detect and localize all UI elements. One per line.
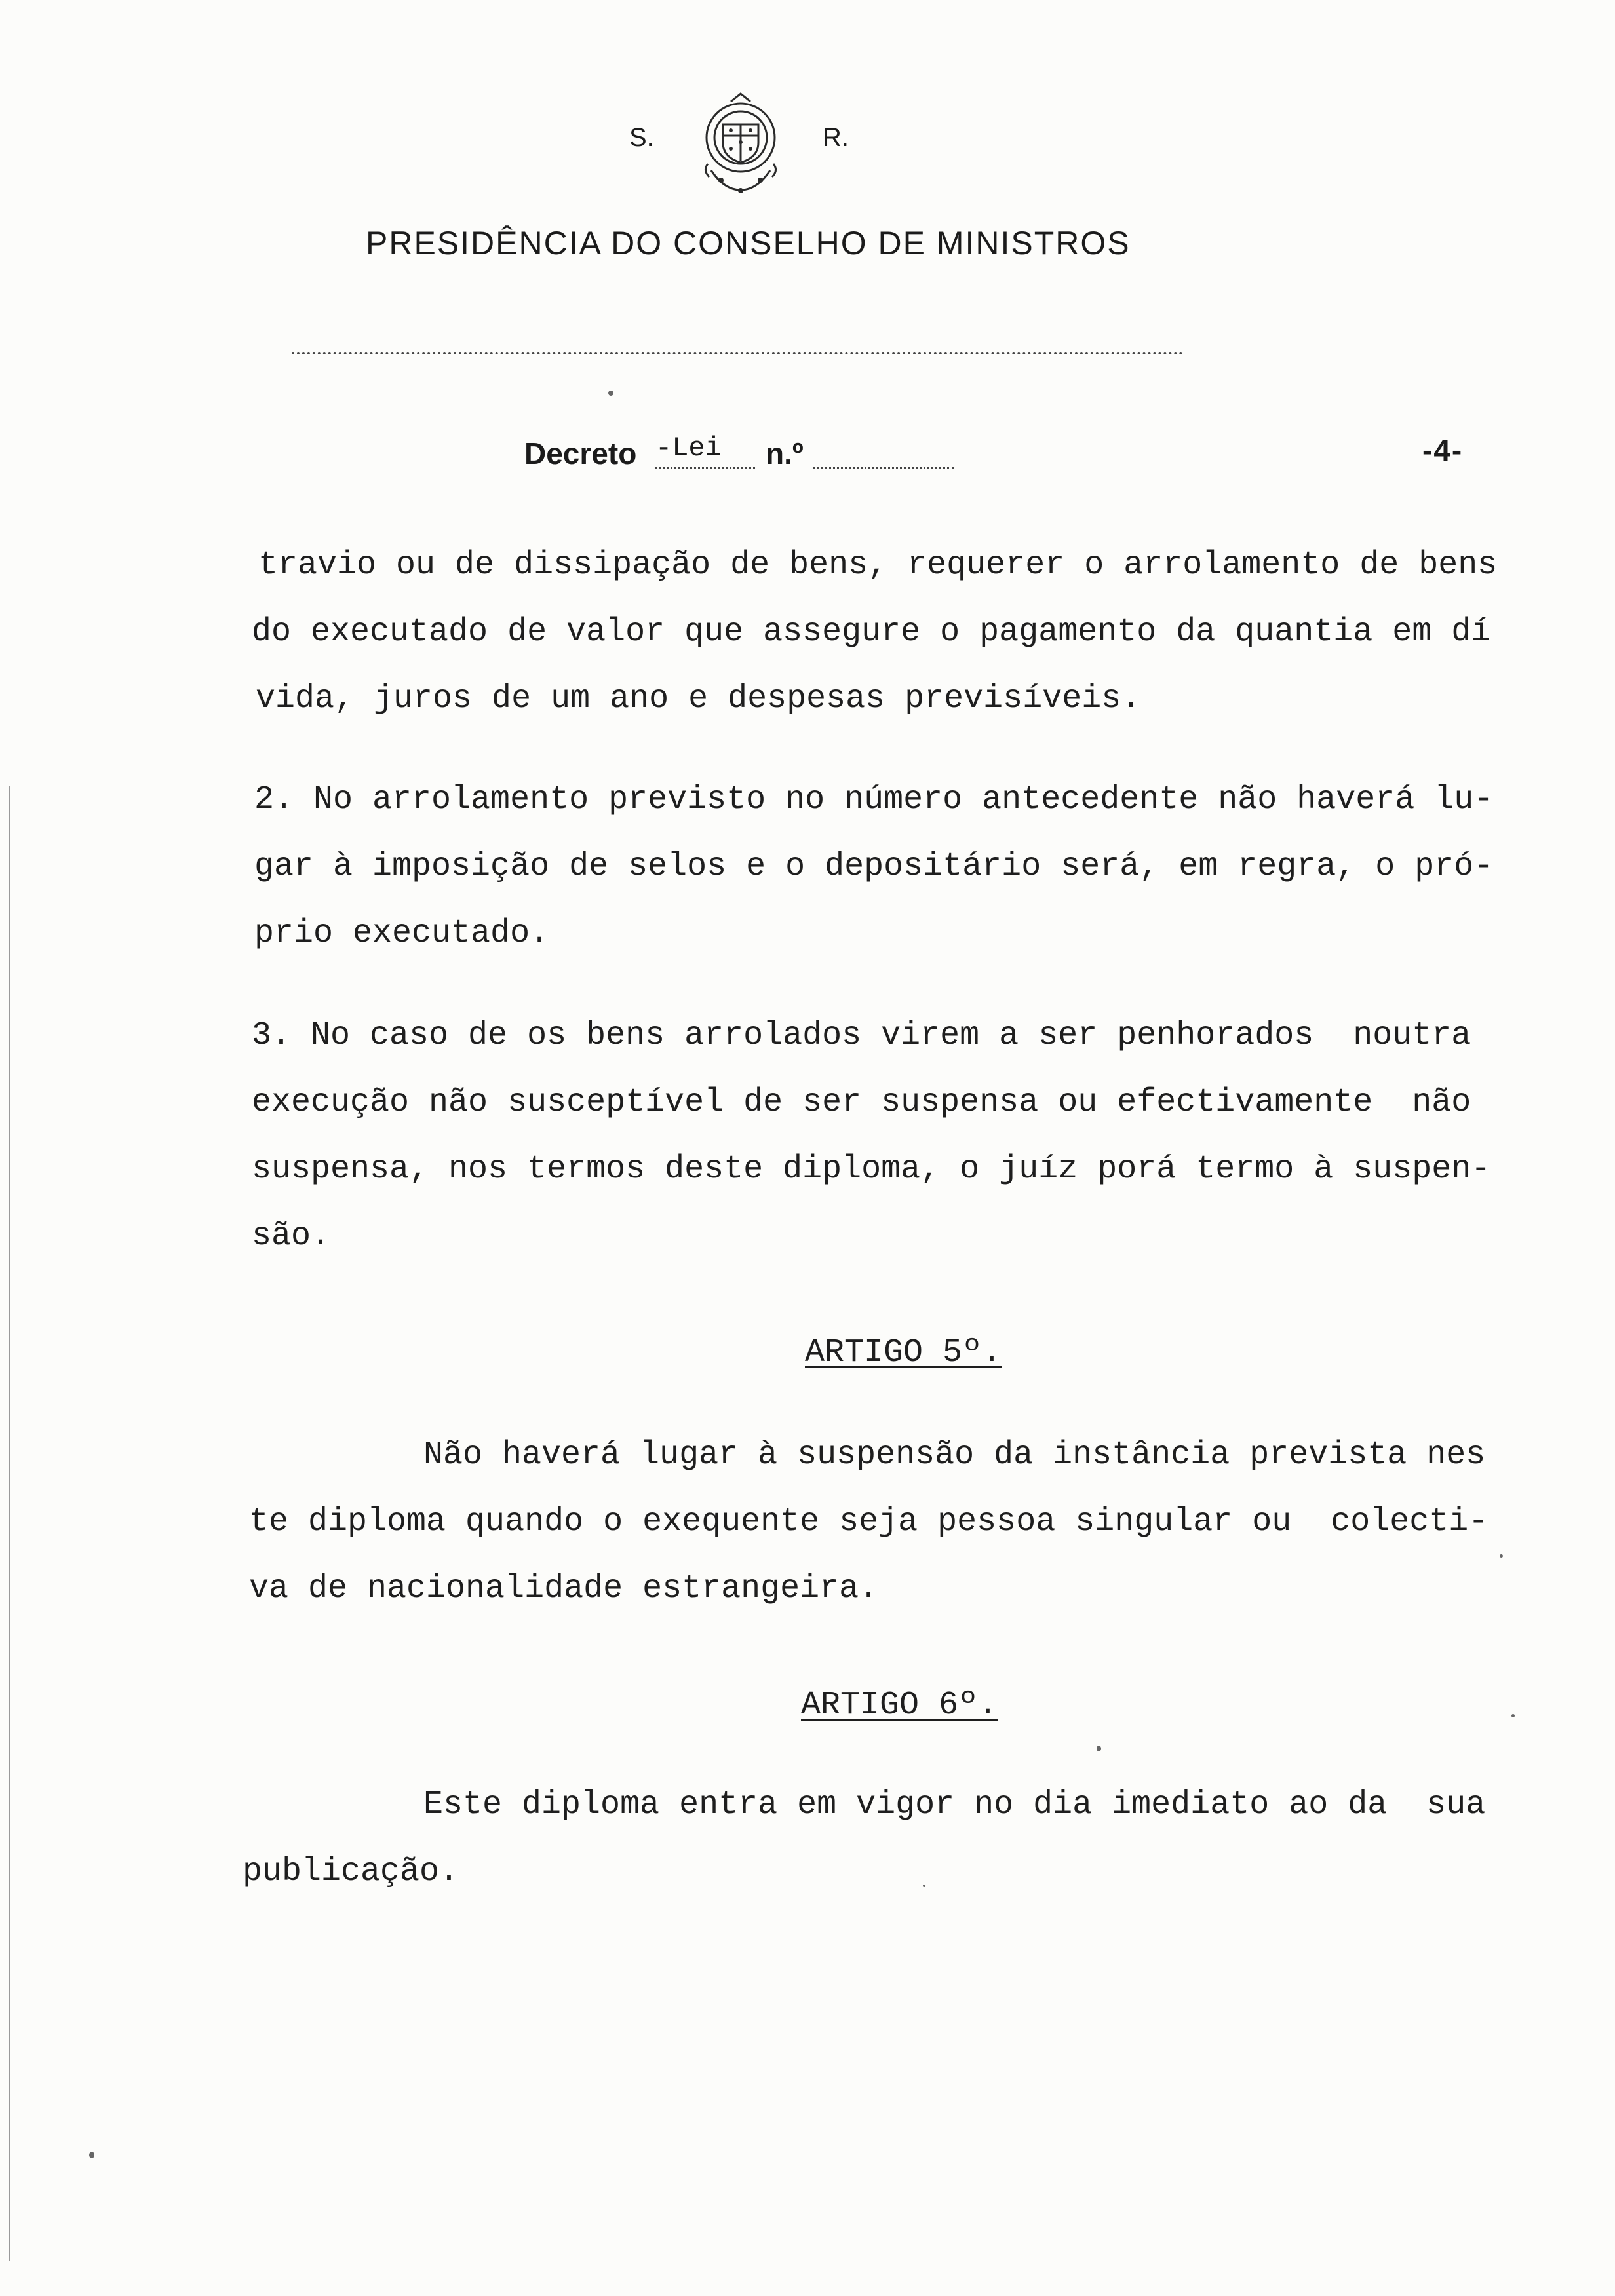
text-line: 3. No caso de os bens arrolados virem a ser penhorados noutra bbox=[252, 1017, 1471, 1054]
text-line: prio executado. bbox=[254, 915, 550, 952]
decree-suffix: -Lei bbox=[655, 432, 722, 464]
dotted-rule bbox=[292, 352, 1183, 354]
scan-speck bbox=[89, 2152, 94, 2158]
header-initial-right: R. bbox=[823, 123, 849, 152]
text-line: são. bbox=[252, 1217, 331, 1255]
text-line: va de nacionalidade estrangeira. bbox=[249, 1570, 879, 1607]
number-label: n.º bbox=[766, 436, 804, 470]
scan-speck bbox=[1500, 1554, 1503, 1558]
ministry-title: PRESIDÊNCIA DO CONSELHO DE MINISTROS bbox=[366, 225, 1131, 261]
scan-speck bbox=[1097, 1746, 1101, 1751]
text-line: do executado de valor que assegure o pagamento da quantia em dí bbox=[252, 613, 1491, 651]
decree-dotted-line bbox=[655, 467, 755, 469]
coat-of-arms-seal-icon bbox=[691, 88, 790, 200]
scan-edge-line bbox=[9, 786, 10, 2261]
page-number: -4- bbox=[1422, 433, 1464, 467]
decree-label: Decreto bbox=[524, 436, 637, 470]
text-line: Este diploma entra em vigor no dia imediato ao da sua bbox=[423, 1786, 1486, 1824]
text-line: publicação. bbox=[243, 1853, 459, 1890]
scan-speck bbox=[923, 1885, 925, 1887]
text-line: travio ou de dissipação de bens, requerer o arrolamento de bens bbox=[258, 546, 1498, 584]
article-6-heading: ARTIGO 6º. bbox=[801, 1687, 998, 1724]
text-line: suspensa, nos termos deste diploma, o juíz porá termo à suspen- bbox=[252, 1151, 1491, 1188]
scan-speck bbox=[1511, 1714, 1515, 1717]
scan-speck bbox=[608, 391, 613, 396]
text-line: vida, juros de um ano e despesas previsíveis. bbox=[256, 680, 1141, 718]
article-5-heading: ARTIGO 5º. bbox=[805, 1334, 1002, 1371]
text-line: te diploma quando o exequente seja pessoa singular ou colecti- bbox=[249, 1503, 1489, 1540]
text-line: execução não susceptível de ser suspensa ou efectivamente não bbox=[252, 1084, 1471, 1121]
number-dotted-line bbox=[813, 467, 954, 469]
text-line: 2. No arrolamento previsto no número antecedente não haverá lu- bbox=[254, 781, 1494, 818]
text-line: Não haverá lugar à suspensão da instância prevista nes bbox=[423, 1436, 1486, 1474]
text-line: gar à imposição de selos e o depositário será, em regra, o pró- bbox=[254, 848, 1494, 885]
header-initial-left: S. bbox=[629, 123, 654, 152]
